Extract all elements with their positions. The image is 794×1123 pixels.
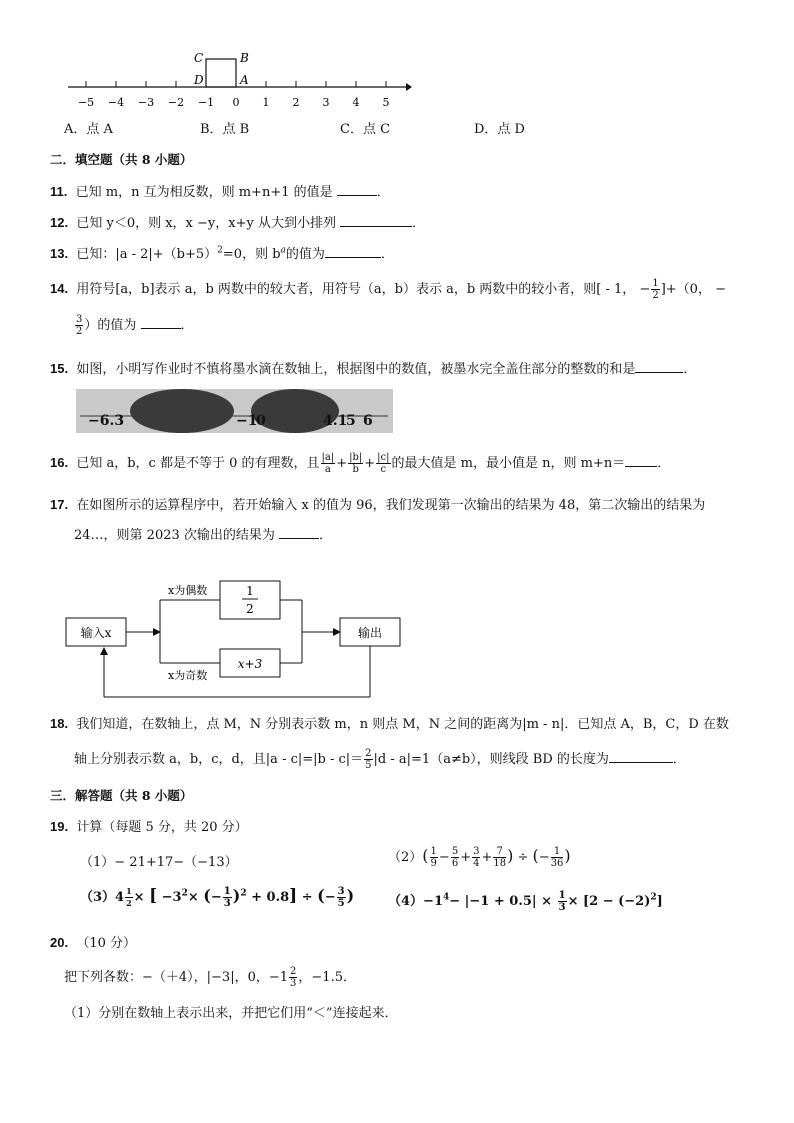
answer-blank[interactable] (609, 750, 673, 763)
q20-part1: （1）分别在数轴上表示出来，并把它们用“＜”连接起来． (64, 1006, 398, 1021)
question-17-line2: 24…，则第 2023 次输出的结果为 ． (74, 528, 333, 543)
question-text: 已知 y＜0，则 x，x −y，x+y 从大到小排列 (76, 216, 336, 231)
question-17-line1: 17. 在如图所示的运算程序中，若开始输入 x 的值为 96，我们发现第一次输出的结果为 48，第二次输出的结果为 (50, 497, 706, 513)
question-20: 20. （10 分） (50, 935, 137, 951)
question-number: 19. (50, 819, 69, 834)
tick-label: −3 (137, 96, 155, 109)
answer-blank[interactable] (141, 316, 181, 329)
question-18-line1: 18. 我们知道，在数轴上，点 M，N 分别表示数 m，n 则点 M，N 之间的距离为|m - n|．已知点 A，B，C，D 在数 (50, 716, 729, 732)
tick-label: 2 (292, 96, 300, 109)
point-label-c: C (194, 51, 204, 65)
point-label-d: D (194, 73, 204, 87)
question-number: 15. (50, 361, 69, 376)
question-number: 14. (50, 281, 69, 296)
box-input-label: 输入x (80, 626, 112, 640)
question-16: 16. 已知 a，b，c 都是不等于 0 的有理数，且 $\frac{|a|}{a}$ + $\frac{|b|}{b}$ + $\frac{|c|}{c}$ 的最大值是 m，最小值是 n，则 m+n＝ ． (50, 452, 671, 475)
q10-option-d[interactable]: D．点 D (474, 122, 525, 137)
tick-label: 1 (262, 96, 270, 109)
question-11: 11. 已知 m，n 互为相反数，则 m+n+1 的值是 ． (50, 184, 390, 200)
point-label-b: B (240, 51, 249, 65)
tick-label: −4 (107, 96, 125, 109)
question-18-line2: 轴上分别表示数 a，b，c，d，且|a - c|=|b - c|＝ $\frac{2}{5}$ |d - a|=1（a≠b），则线段 BD 的长度为 ． (74, 748, 686, 771)
question-13: 13. 已知：$|a - 2|+(b+5)^2=0$，则 $b^a$的值为 ． (50, 245, 394, 262)
point-label-a: A (240, 73, 249, 87)
ink-blot-figure (76, 389, 393, 433)
label: 4.1 (323, 413, 348, 429)
q17-flowchart (60, 575, 410, 705)
q10-number-line (60, 48, 420, 114)
q10-option-b[interactable]: B．点 B (200, 122, 250, 137)
q19-part3: （3）4 $\frac{1}{2}$ × [ $-3^2\times$ (− $\frac{1}{3}$ )$^2$ + 0.8] ÷ (− $\frac{3}{5}$ ) (80, 886, 355, 909)
question-14-line2: $\frac{3}{2}$ ）的值为 ． (76, 314, 194, 337)
ink-blot-left (130, 389, 234, 433)
question-15: 15. 如图，小明写作业时不慎将墨水滴在数轴上，根据图中的数值，被墨水完全盖住部分的整数的和是 ． (50, 361, 697, 377)
question-14-line1: 14. 用符号[a，b]表示 a，b 两数中的较大者，用符号（a，b）表示 a，b 两数中的较小者，则[ - 1， − $\frac{1}{2}$ ]+（0， − (50, 278, 726, 301)
answer-blank[interactable] (635, 360, 683, 373)
axis-arrow (406, 83, 412, 91)
fraction: $\frac{1}{2}$ (652, 278, 659, 301)
answer-blank[interactable] (325, 245, 381, 258)
label: 0 (256, 413, 266, 429)
question-text: 已知 m，n 互为相反数，则 m+n+1 的值是 (75, 185, 333, 200)
question-number: 20. (50, 935, 69, 950)
answer-blank[interactable] (340, 214, 412, 227)
question-number: 18. (50, 716, 69, 731)
tick-label: 5 (382, 96, 390, 109)
square-cdab (206, 59, 236, 87)
label: −1 (236, 413, 258, 429)
question-number: 12. (50, 215, 69, 230)
q19-part2: （2）( $\frac{1}{9}$ − $\frac{5}{6}$ + $\frac{3}{4}$ + $\frac{7}{18}$ ) ÷ (− $\frac{1}{36}$ ) (388, 846, 571, 869)
tick-label: 3 (322, 96, 330, 109)
q19-part1: （1）− 21+17−（−13） (80, 855, 238, 870)
tick-label: −2 (167, 96, 185, 109)
answer-blank[interactable] (279, 526, 319, 539)
q10-option-c[interactable]: C．点 C (340, 122, 391, 137)
answer-blank[interactable] (625, 454, 657, 467)
q10-option-a[interactable]: A．点 A (64, 122, 113, 137)
question-19: 19. 计算（每题 5 分，共 20 分） (50, 819, 248, 835)
question-number: 13. (50, 246, 69, 261)
q19-part4: $(4)-1^4- |-1 + 0.5|$ × $\frac{1}{3}$ × $[2 - (-2)^2]$ (388, 890, 663, 913)
svg-text:x+3: x+3 (237, 657, 263, 671)
question-number: 11. (50, 184, 68, 199)
box-output-label: 输出 (357, 626, 383, 640)
tick-label: −1 (197, 96, 215, 109)
label: 6 (363, 413, 373, 429)
label: 5 (346, 413, 356, 429)
tick-label: −5 (77, 96, 95, 109)
answer-blank[interactable] (337, 183, 377, 196)
question-12: 12. 已知 y＜0，则 x，x −y，x+y 从大到小排列 ． (50, 215, 426, 231)
label-odd: x为奇数 (168, 669, 208, 682)
q20-numbers: 把下列各数：−（＋4），|−3|，0，−1 $\frac{2}{3}$ ，−1.5． (64, 966, 356, 989)
svg-text:1: 1 (246, 584, 254, 598)
tick-label: 0 (232, 96, 240, 109)
svg-text:2: 2 (246, 602, 254, 616)
label-even: x为偶数 (168, 584, 208, 597)
tick-label: 4 (352, 96, 360, 109)
label: −6.3 (88, 413, 125, 429)
section-title-fill-blank: 二．填空题（共 8 小题） (50, 152, 193, 167)
fraction: $\frac{3}{2}$ (76, 314, 83, 337)
question-number: 16. (50, 455, 69, 470)
question-number: 17. (50, 497, 69, 512)
section-title-solutions: 三．解答题（共 8 小题） (50, 788, 193, 803)
